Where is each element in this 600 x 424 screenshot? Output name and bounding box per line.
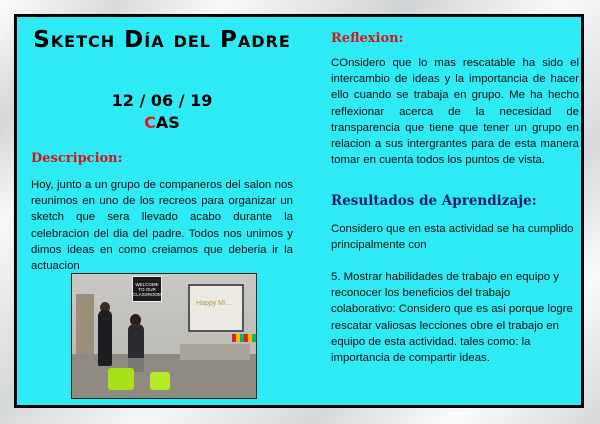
- cas-rest: AS: [155, 113, 180, 132]
- reflexion-text: COnsidero que lo mas rescatable ha sido el intercambio de ideas y la importancia de hacer ello cuando se trabaja en grupo. Me ha hecho reflexionar acerca de la necesidad de transparencia que tiene que tener un grupo en relacion a sus intergrantes para de esta manera tomar en cuenta todos los puntos de vista.: [331, 57, 579, 167]
- photo-door: [76, 294, 94, 354]
- photo-green-chair-1: [108, 368, 134, 390]
- resultados-item: 5. Mostrar habilidades de trabajo en equipo y reconocer los beneficios del trabajo colaborativo: Considero que es asi porque logre rescatar valiosas lecciones obre el trabajo en equipo de esta actividad. tales como: la importancia de compartir ideas.: [331, 271, 573, 365]
- resultados-heading: Resultados de Aprendizaje:: [331, 193, 537, 209]
- photo-decoration: [232, 334, 256, 342]
- screen-text: Happy Mi...: [196, 300, 232, 307]
- photo-green-chair-2: [150, 372, 170, 390]
- reflexion-heading: Reflexion:: [331, 31, 404, 46]
- welcome-sign-text: WELCOME TO OUR CLASSROOM: [133, 282, 162, 297]
- right-column: [325, 17, 581, 405]
- descripcion-text: Hoy, junto a un grupo de companeros del salon nos reunimos en uno de los recreos para organizar un sketch que sera llevado acabo durante la celebracion del dia del padre. Todos nos unimos y dimos ideas en como creiamos que deberia ir la actuacion: [31, 179, 293, 273]
- cas-first-letter: C: [144, 113, 156, 132]
- poster-title: Sketch Día del Padre: [33, 27, 291, 53]
- photo-desk: [180, 344, 250, 360]
- poster-date: 12 / 06 / 19: [111, 91, 213, 110]
- photo-welcome-sign: [132, 276, 162, 302]
- left-column: [17, 17, 313, 405]
- poster-panel: [14, 14, 584, 408]
- photo-screen: [188, 284, 244, 332]
- classroom-photo: [71, 273, 257, 399]
- descripcion-heading: Descripcion:: [31, 151, 123, 166]
- resultados-intro: Considero que en esta actividad se ha cumplido principalmente con: [331, 223, 574, 252]
- photo-person-1: [98, 310, 112, 366]
- cas-label: [27, 113, 297, 132]
